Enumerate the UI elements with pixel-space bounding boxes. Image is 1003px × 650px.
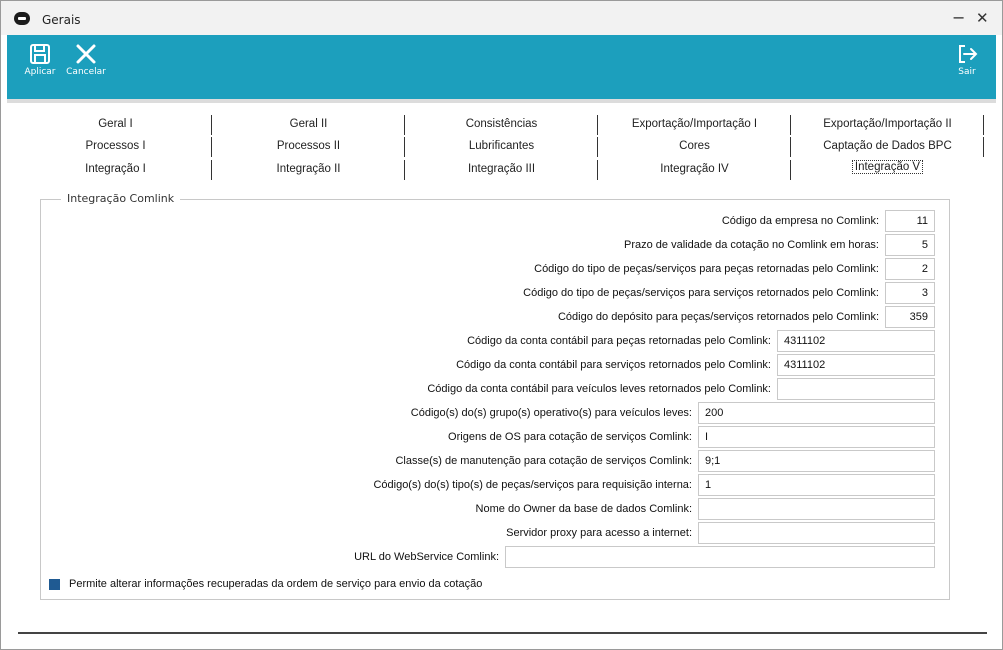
input-conta-veiculos[interactable]	[777, 378, 935, 400]
label-tipo-requisicao: Código(s) do(s) tipo(s) de peças/serviços para requisição interna:	[373, 479, 692, 491]
toolbar	[7, 35, 996, 99]
input-owner-base[interactable]	[698, 498, 935, 520]
tab-processos-ii[interactable]: Processos II	[212, 135, 405, 157]
input-tipo-requisicao[interactable]: 1	[698, 474, 935, 496]
input-deposito[interactable]: 359	[885, 306, 935, 328]
label-classe-manutencao: Classe(s) de manutenção para cotação de serviços Comlink:	[395, 455, 692, 467]
tab-exportacao-ii[interactable]: Exportação/Importação II	[791, 113, 984, 135]
input-origens-os[interactable]: I	[698, 426, 935, 448]
exit-label: Sair	[958, 67, 976, 77]
label-prazo-validade: Prazo de validade da cotação no Comlink em horas:	[624, 239, 879, 251]
input-conta-pecas[interactable]: 4311102	[777, 330, 935, 352]
tab-strip	[19, 113, 985, 183]
tab-row-1	[19, 113, 985, 135]
input-conta-servicos[interactable]: 4311102	[777, 354, 935, 376]
label-origens-os: Origens de OS para cotação de serviços Comlink:	[448, 431, 692, 443]
label-deposito: Código do depósito para peças/serviços retornados pelo Comlink:	[557, 311, 879, 323]
input-url-webservice[interactable]	[505, 546, 935, 568]
permite-alterar-checkbox[interactable]	[49, 579, 60, 590]
tab-row-2	[19, 135, 985, 157]
tab-integracao-iii[interactable]: Integração III	[405, 158, 598, 180]
label-owner-base: Nome do Owner da base de dados Comlink:	[475, 503, 692, 515]
tab-cores[interactable]: Cores	[598, 135, 791, 157]
label-conta-pecas: Código da conta contábil para peças retornadas pelo Comlink:	[467, 335, 771, 347]
apply-button[interactable]	[15, 43, 65, 77]
tab-integracao-v[interactable]: Integração V	[791, 156, 984, 178]
label-tipo-servicos: Código do tipo de peças/serviços para serviços retornados pelo Comlink:	[523, 287, 879, 299]
label-tipo-pecas: Código do tipo de peças/serviços para peças retornadas pelo Comlink:	[534, 263, 879, 275]
label-conta-veiculos: Código da conta contábil para veículos leves retornados pelo Comlink:	[427, 383, 771, 395]
cancel-button[interactable]	[61, 43, 111, 77]
title-bar	[1, 1, 1002, 35]
tab-geral-ii[interactable]: Geral II	[212, 113, 405, 135]
tab-consistencias[interactable]: Consistências	[405, 113, 598, 135]
minimize-button[interactable]: −	[952, 8, 966, 27]
label-grupo-operativo: Código(s) do(s) grupo(s) operativo(s) para veículos leves:	[410, 407, 692, 419]
tab-lubrificantes[interactable]: Lubrificantes	[405, 135, 598, 157]
input-prazo-validade[interactable]: 5	[885, 234, 935, 256]
label-servidor-proxy: Servidor proxy para acesso a internet:	[506, 527, 692, 539]
cancel-label: Cancelar	[66, 67, 106, 77]
input-classe-manutencao[interactable]: 9;1	[698, 450, 935, 472]
close-window-button[interactable]: ✕	[976, 9, 989, 27]
tab-exportacao-i[interactable]: Exportação/Importação I	[598, 113, 791, 135]
label-url-webservice: URL do WebService Comlink:	[354, 551, 499, 563]
input-tipo-servicos[interactable]: 3	[885, 282, 935, 304]
tab-integracao-ii[interactable]: Integração II	[212, 158, 405, 180]
tab-integracao-iv[interactable]: Integração IV	[598, 158, 791, 180]
input-servidor-proxy[interactable]	[698, 522, 935, 544]
app-logo-icon	[14, 12, 30, 25]
permite-alterar-label: Permite alterar informações recuperadas da ordem de serviço para envio da cotação	[69, 578, 483, 590]
label-codigo-empresa: Código da empresa no Comlink:	[721, 215, 879, 227]
tab-processos-i[interactable]: Processos I	[19, 135, 212, 157]
close-icon	[75, 43, 97, 65]
exit-button[interactable]	[942, 43, 992, 77]
input-grupo-operativo[interactable]: 200	[698, 402, 935, 424]
label-conta-servicos: Código da conta contábil para serviços retornados pelo Comlink:	[456, 359, 771, 371]
tab-captacao-bpc[interactable]: Captação de Dados BPC	[791, 135, 984, 157]
exit-icon	[956, 43, 978, 65]
save-icon	[29, 43, 51, 65]
input-tipo-pecas[interactable]: 2	[885, 258, 935, 280]
tab-row-3	[19, 158, 985, 180]
group-title: Integração Comlink	[61, 192, 180, 205]
input-codigo-empresa[interactable]: 11	[885, 210, 935, 232]
tab-integracao-i[interactable]: Integração I	[19, 158, 212, 180]
apply-label: Aplicar	[24, 67, 56, 77]
tab-geral-i[interactable]: Geral I	[19, 113, 212, 135]
window-title: Gerais	[42, 13, 81, 27]
